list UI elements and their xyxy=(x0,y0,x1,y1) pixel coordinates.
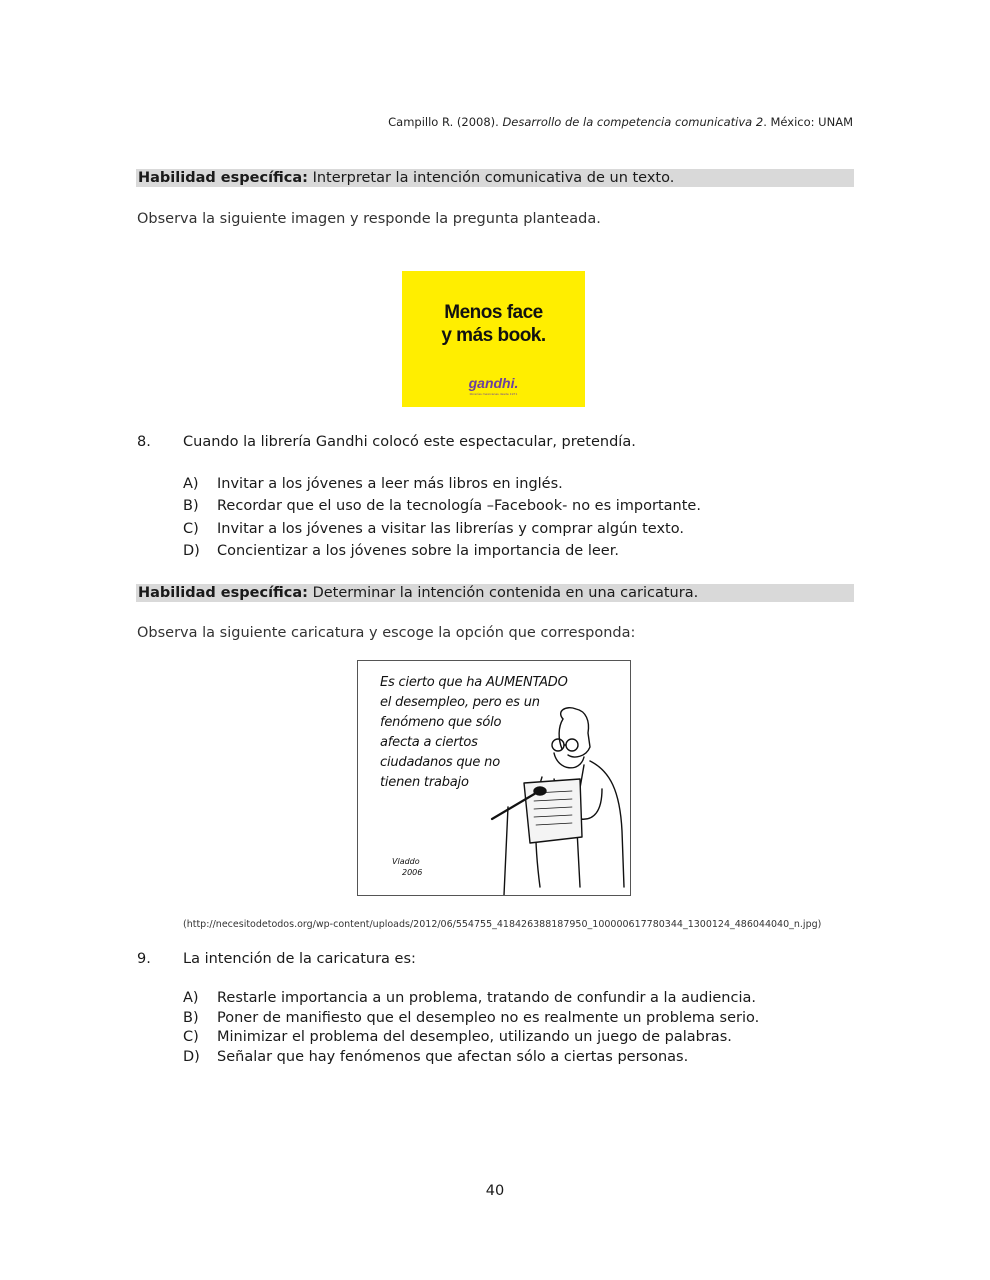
question-8-option-d xyxy=(183,543,619,559)
option-text: Señalar que hay fenómenos que afectan sólo a ciertas personas. xyxy=(217,1049,689,1065)
question-9-option-d xyxy=(183,1049,688,1065)
question-8-option-b xyxy=(183,498,701,514)
question-9-option-b xyxy=(183,1010,759,1026)
ad-headline-line2: y más book. xyxy=(441,325,546,346)
question-9-text: La intención de la caricatura es: xyxy=(183,951,416,967)
skill-text: Determinar la intención contenida en una caricatura. xyxy=(307,585,699,601)
gandhi-ad-image xyxy=(402,271,585,407)
question-9-number: 9. xyxy=(137,951,151,967)
vladdo-cartoon-image xyxy=(357,660,631,896)
question-8-option-c xyxy=(183,521,684,537)
option-letter: A) xyxy=(183,476,199,492)
cartoon-caption-line: el desempleo, pero es un xyxy=(380,695,540,710)
citation-title: Desarrollo de la competencia comunicativa 2 xyxy=(502,115,764,129)
option-letter: D) xyxy=(183,1049,200,1065)
ad-headline-line1: Menos face xyxy=(444,302,543,323)
image-source-url: (http://necesitodetodos.org/wp-content/uploads/2012/06/554755_418426388187950_100000617780344_1300124_486044040_n.jpg) xyxy=(183,919,822,930)
question-8-option-a xyxy=(183,476,563,492)
cartoon-caption-line: tienen trabajo xyxy=(380,775,469,790)
option-text: Recordar que el uso de la tecnología –Facebook- no es importante. xyxy=(217,498,701,514)
cartoon-caption-line: Es cierto que ha AUMENTADO xyxy=(380,675,568,690)
question-8-number: 8. xyxy=(137,434,151,450)
skill-text: Interpretar la intención comunicativa de un texto. xyxy=(307,170,675,186)
option-letter: C) xyxy=(183,521,199,537)
option-text: Invitar a los jóvenes a visitar las librerías y comprar algún texto. xyxy=(217,521,684,537)
question-8-text: Cuando la librería Gandhi colocó este espectacular, pretendía. xyxy=(183,434,636,450)
cartoon-signature: Vladdo xyxy=(392,857,420,866)
option-text: Invitar a los jóvenes a leer más libros en inglés. xyxy=(217,476,563,492)
option-text: Poner de manifiesto que el desempleo no es realmente un problema serio. xyxy=(217,1010,760,1026)
ad-brand-logo: gandhi. xyxy=(468,375,519,391)
skill-bar-2 xyxy=(136,584,854,602)
option-letter: B) xyxy=(183,1010,199,1026)
option-letter: C) xyxy=(183,1029,199,1045)
option-letter: A) xyxy=(183,990,199,1006)
citation-suffix: . México: UNAM xyxy=(763,115,853,129)
ad-tagline: librerías mexicanas desde 1971 xyxy=(469,392,518,396)
cartoon-caption-line: fenómeno que sólo xyxy=(380,715,502,730)
skill-bar-1 xyxy=(136,169,854,187)
cartoon-caption-line: ciudadanos que no xyxy=(380,755,500,770)
skill-label: Habilidad específica: xyxy=(138,170,308,186)
option-letter: B) xyxy=(183,498,199,514)
instruction-2: Observa la siguiente caricatura y escoge la opción que corresponda: xyxy=(137,625,636,641)
cartoon-signature-year: 2006 xyxy=(402,868,423,877)
option-text: Restarle importancia a un problema, tratando de confundir a la audiencia. xyxy=(217,990,756,1006)
citation xyxy=(388,115,853,129)
cartoon-caption-line: afecta a ciertos xyxy=(380,735,478,750)
option-text: Minimizar el problema del desempleo, utilizando un juego de palabras. xyxy=(217,1029,732,1045)
option-letter: D) xyxy=(183,543,200,559)
instruction-1: Observa la siguiente imagen y responde la pregunta planteada. xyxy=(137,211,601,227)
citation-prefix: Campillo R. (2008). xyxy=(388,115,503,129)
ad-headline xyxy=(402,301,585,347)
question-9-option-c xyxy=(183,1029,732,1045)
question-9-option-a xyxy=(183,990,756,1006)
page-number: 40 xyxy=(485,1183,505,1199)
option-text: Concientizar a los jóvenes sobre la importancia de leer. xyxy=(217,543,619,559)
skill-label: Habilidad específica: xyxy=(138,585,308,601)
